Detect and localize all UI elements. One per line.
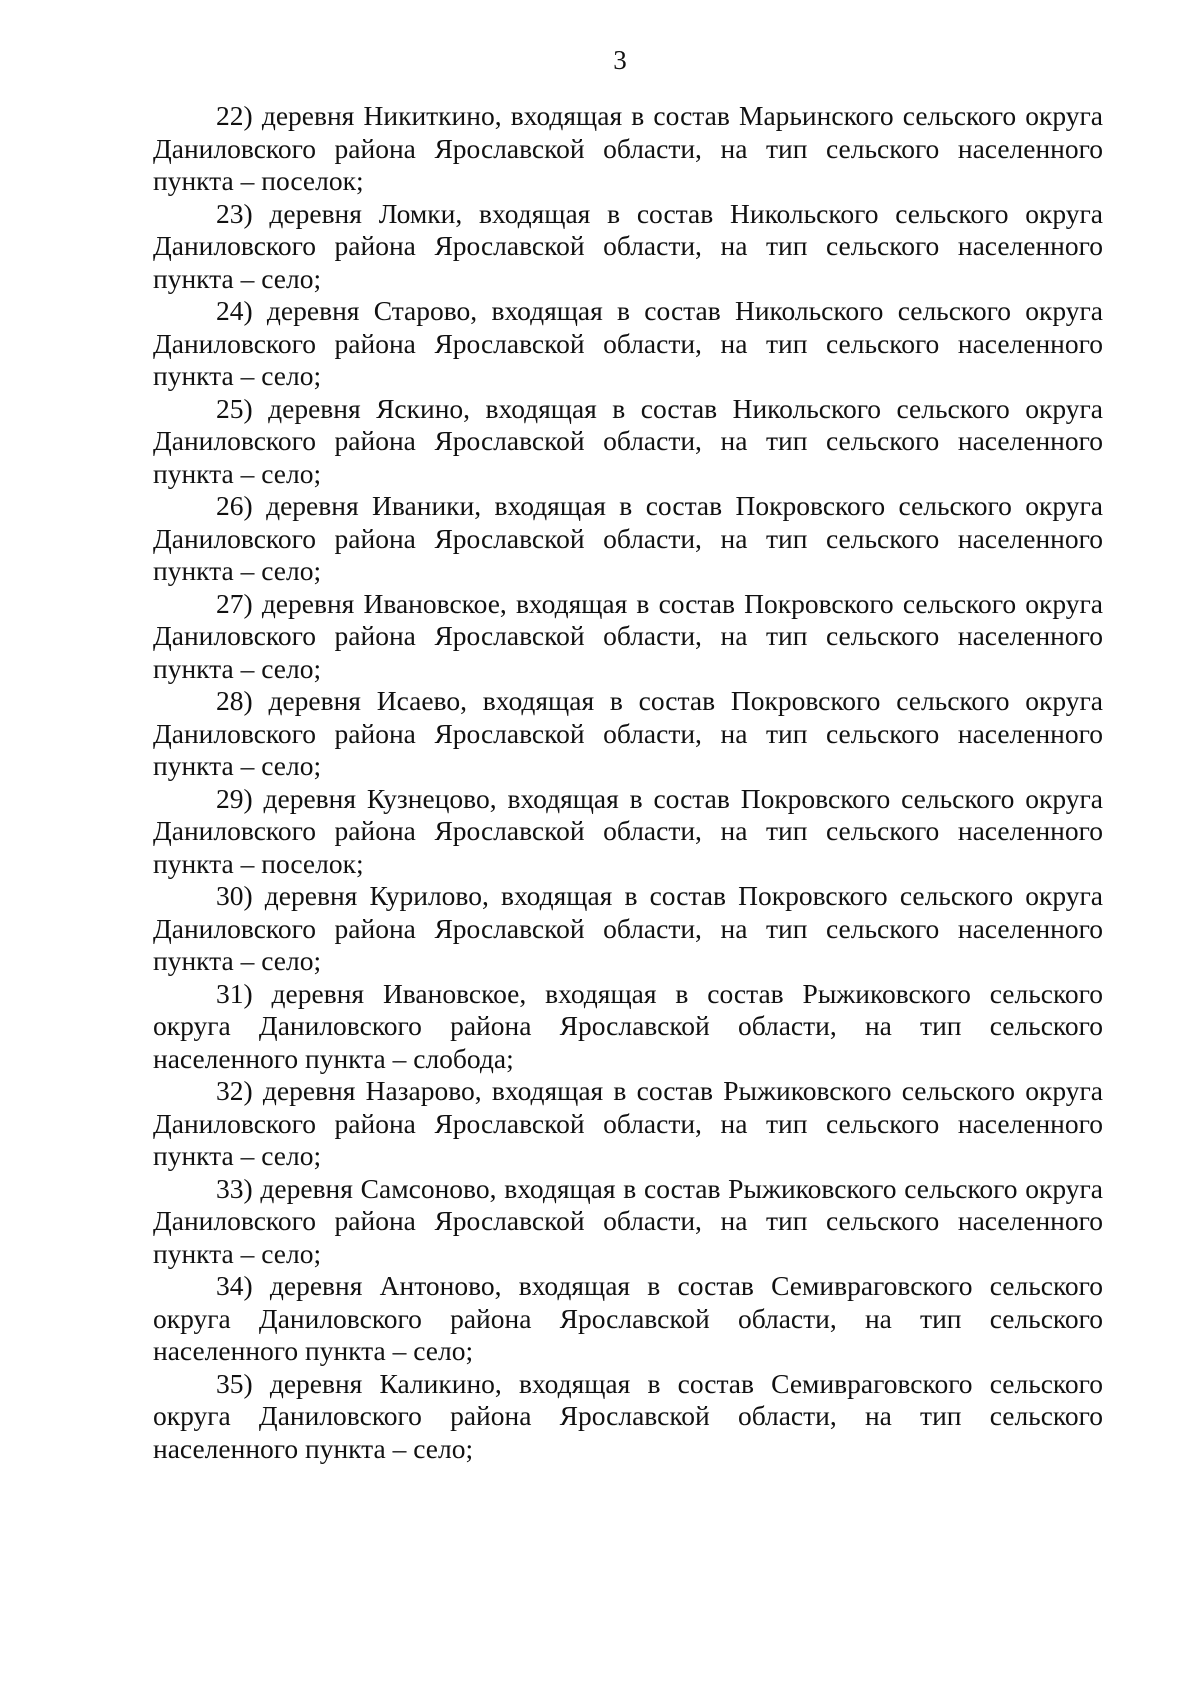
list-item: 33) деревня Самсоново, входящая в состав Рыжиковского сельского округа Даниловского района Ярославской области, на тип сельского населенного пункта – село; xyxy=(153,1172,1103,1269)
list-item: 31) деревня Ивановское, входящая в состав Рыжиковского сельского округа Даниловского района Ярославской области, на тип сельского населенного пункта – слобода; xyxy=(153,977,1103,1074)
list-item: 34) деревня Антоново, входящая в состав Семивраговского сельского округа Даниловского района Ярославской области, на тип сельского населенного пункта – село; xyxy=(153,1270,1103,1366)
list-item: 32) деревня Назарово, входящая в состав Рыжиковского сельского округа Даниловского района Ярославской области, на тип сельского населенного пункта – село; xyxy=(153,1075,1103,1171)
page-number: 3 xyxy=(613,45,627,75)
list-item: 28) деревня Исаево, входящая в состав Покровского сельского округа Даниловского района Ярославской области, на тип сельского населенного пункта – село; xyxy=(153,685,1103,781)
list-item: 23) деревня Ломки, входящая в состав Никольского сельского округа Даниловского района Ярославской области, на тип сельского населенного пункта – село; xyxy=(153,197,1103,294)
list-item: 30) деревня Курилово, входящая в состав Покровского сельского округа Даниловского района Ярославской области, на тип сельского населенного пункта – село; xyxy=(153,880,1103,976)
list-item: 24) деревня Старово, входящая в состав Никольского сельского округа Даниловского района Ярославской области, на тип сельского населенного пункта – село; xyxy=(153,295,1103,391)
list-item: 25) деревня Яскино, входящая в состав Никольского сельского округа Даниловского района Ярославской области, на тип сельского населенного пункта – село; xyxy=(153,392,1103,489)
list-item: 27) деревня Ивановское, входящая в состав Покровского сельского округа Даниловского района Ярославской области, на тип сельского населенного пункта – село; xyxy=(153,587,1103,684)
list-item: 26) деревня Иваники, входящая в состав Покровского сельского округа Даниловского района Ярославской области, на тип сельского населенного пункта – село; xyxy=(153,490,1103,586)
list-item: 29) деревня Кузнецово, входящая в состав Покровского сельского округа Даниловского района Ярославской области, на тип сельского населенного пункта – поселок; xyxy=(153,782,1103,879)
item-list xyxy=(153,100,1103,1465)
list-item: 22) деревня Никиткино, входящая в состав Марьинского сельского округа Даниловского района Ярославской области, на тип сельского населенного пункта – поселок; xyxy=(153,100,1103,196)
list-item: 35) деревня Каликино, входящая в состав Семивраговского сельского округа Даниловского района Ярославской области, на тип сельского населенного пункта – село; xyxy=(153,1367,1103,1464)
